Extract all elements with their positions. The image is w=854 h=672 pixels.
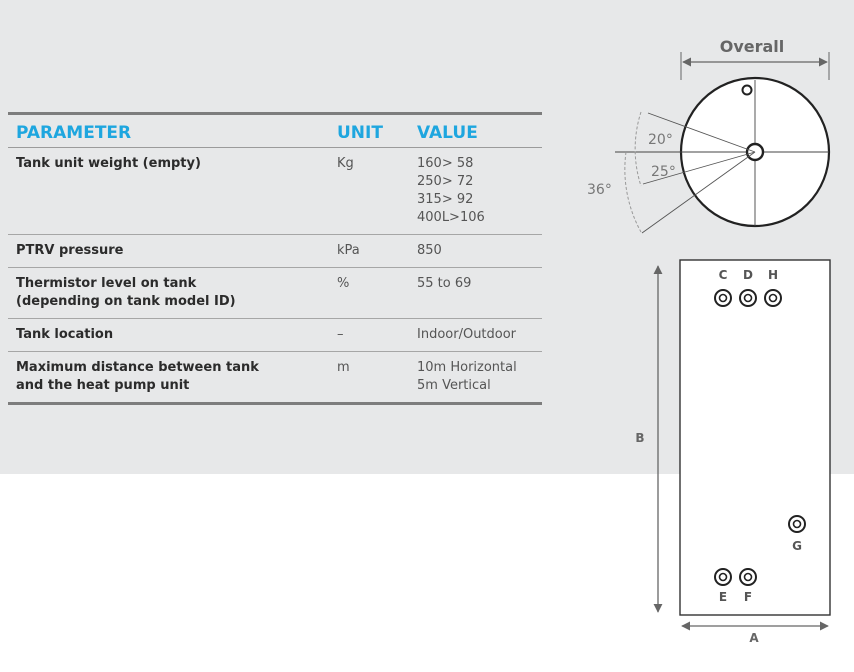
port-f-icon [740,569,756,585]
parameter-text: and the heat pump unit [16,378,190,393]
parameter-text: Thermistor level on tank [16,276,197,291]
tank-side-outline [680,260,830,615]
angle-label-25: 25° [651,164,676,180]
row-value [409,352,542,404]
angle-label-36: 36° [587,182,612,198]
row-value [409,268,542,319]
top-fitting-icon [743,86,752,95]
value-text: Indoor/Outdoor [417,327,517,342]
angle-arc-20 [635,112,641,186]
row-value [409,235,542,268]
row-parameter [8,148,329,235]
port-g-icon [789,516,805,532]
value-text: 400L>106 [417,210,485,225]
row-unit: Kg [329,148,409,235]
port-label-c: C [718,268,728,282]
row-unit: – [329,319,409,352]
row-parameter [8,319,329,352]
table-row [8,148,542,235]
port-label-g: G [792,539,802,553]
value-text: 250> 72 [417,174,474,189]
row-parameter [8,352,329,404]
value-text: 55 to 69 [417,276,472,291]
tank-side-view [635,260,830,645]
angle-arc-36 [625,152,641,232]
value-text: 315> 92 [417,192,474,207]
tank-top-view [587,37,829,233]
overall-label: Overall [719,37,785,56]
header-parameter: PARAMETER [8,114,329,148]
port-c-icon [715,290,731,306]
table-row [8,268,542,319]
row-value [409,148,542,235]
port-label-f: F [743,590,753,604]
port-label-e: E [718,590,728,604]
parameter-text: Tank unit weight (empty) [16,156,201,171]
specification-table [8,112,542,405]
value-text: 160> 58 [417,156,474,171]
row-value [409,319,542,352]
value-text: 5m Vertical [417,378,491,393]
table-row [8,352,542,404]
row-parameter [8,268,329,319]
parameter-text: Tank location [16,327,114,342]
value-text: 10m Horizontal [417,360,517,375]
row-unit: kPa [329,235,409,268]
parameter-text: PTRV pressure [16,243,124,258]
height-label-b: B [635,431,645,445]
row-unit: m [329,352,409,404]
port-label-h: H [767,268,779,282]
table-row [8,235,542,268]
tank-dimension-diagram [580,0,854,672]
header-value: VALUE [409,114,542,148]
parameter-text: (depending on tank model ID) [16,294,236,309]
angle-label-20: 20° [648,132,673,148]
port-e-icon [715,569,731,585]
value-text: 850 [417,243,442,258]
parameter-text: Maximum distance between tank [16,360,259,375]
row-unit: % [329,268,409,319]
table-row [8,319,542,352]
row-parameter [8,235,329,268]
port-d-icon [740,290,756,306]
header-unit: UNIT [329,114,409,148]
port-label-d: D [743,268,753,282]
width-label-a: A [749,631,759,645]
table-header-row [8,114,542,148]
port-h-icon [765,290,781,306]
